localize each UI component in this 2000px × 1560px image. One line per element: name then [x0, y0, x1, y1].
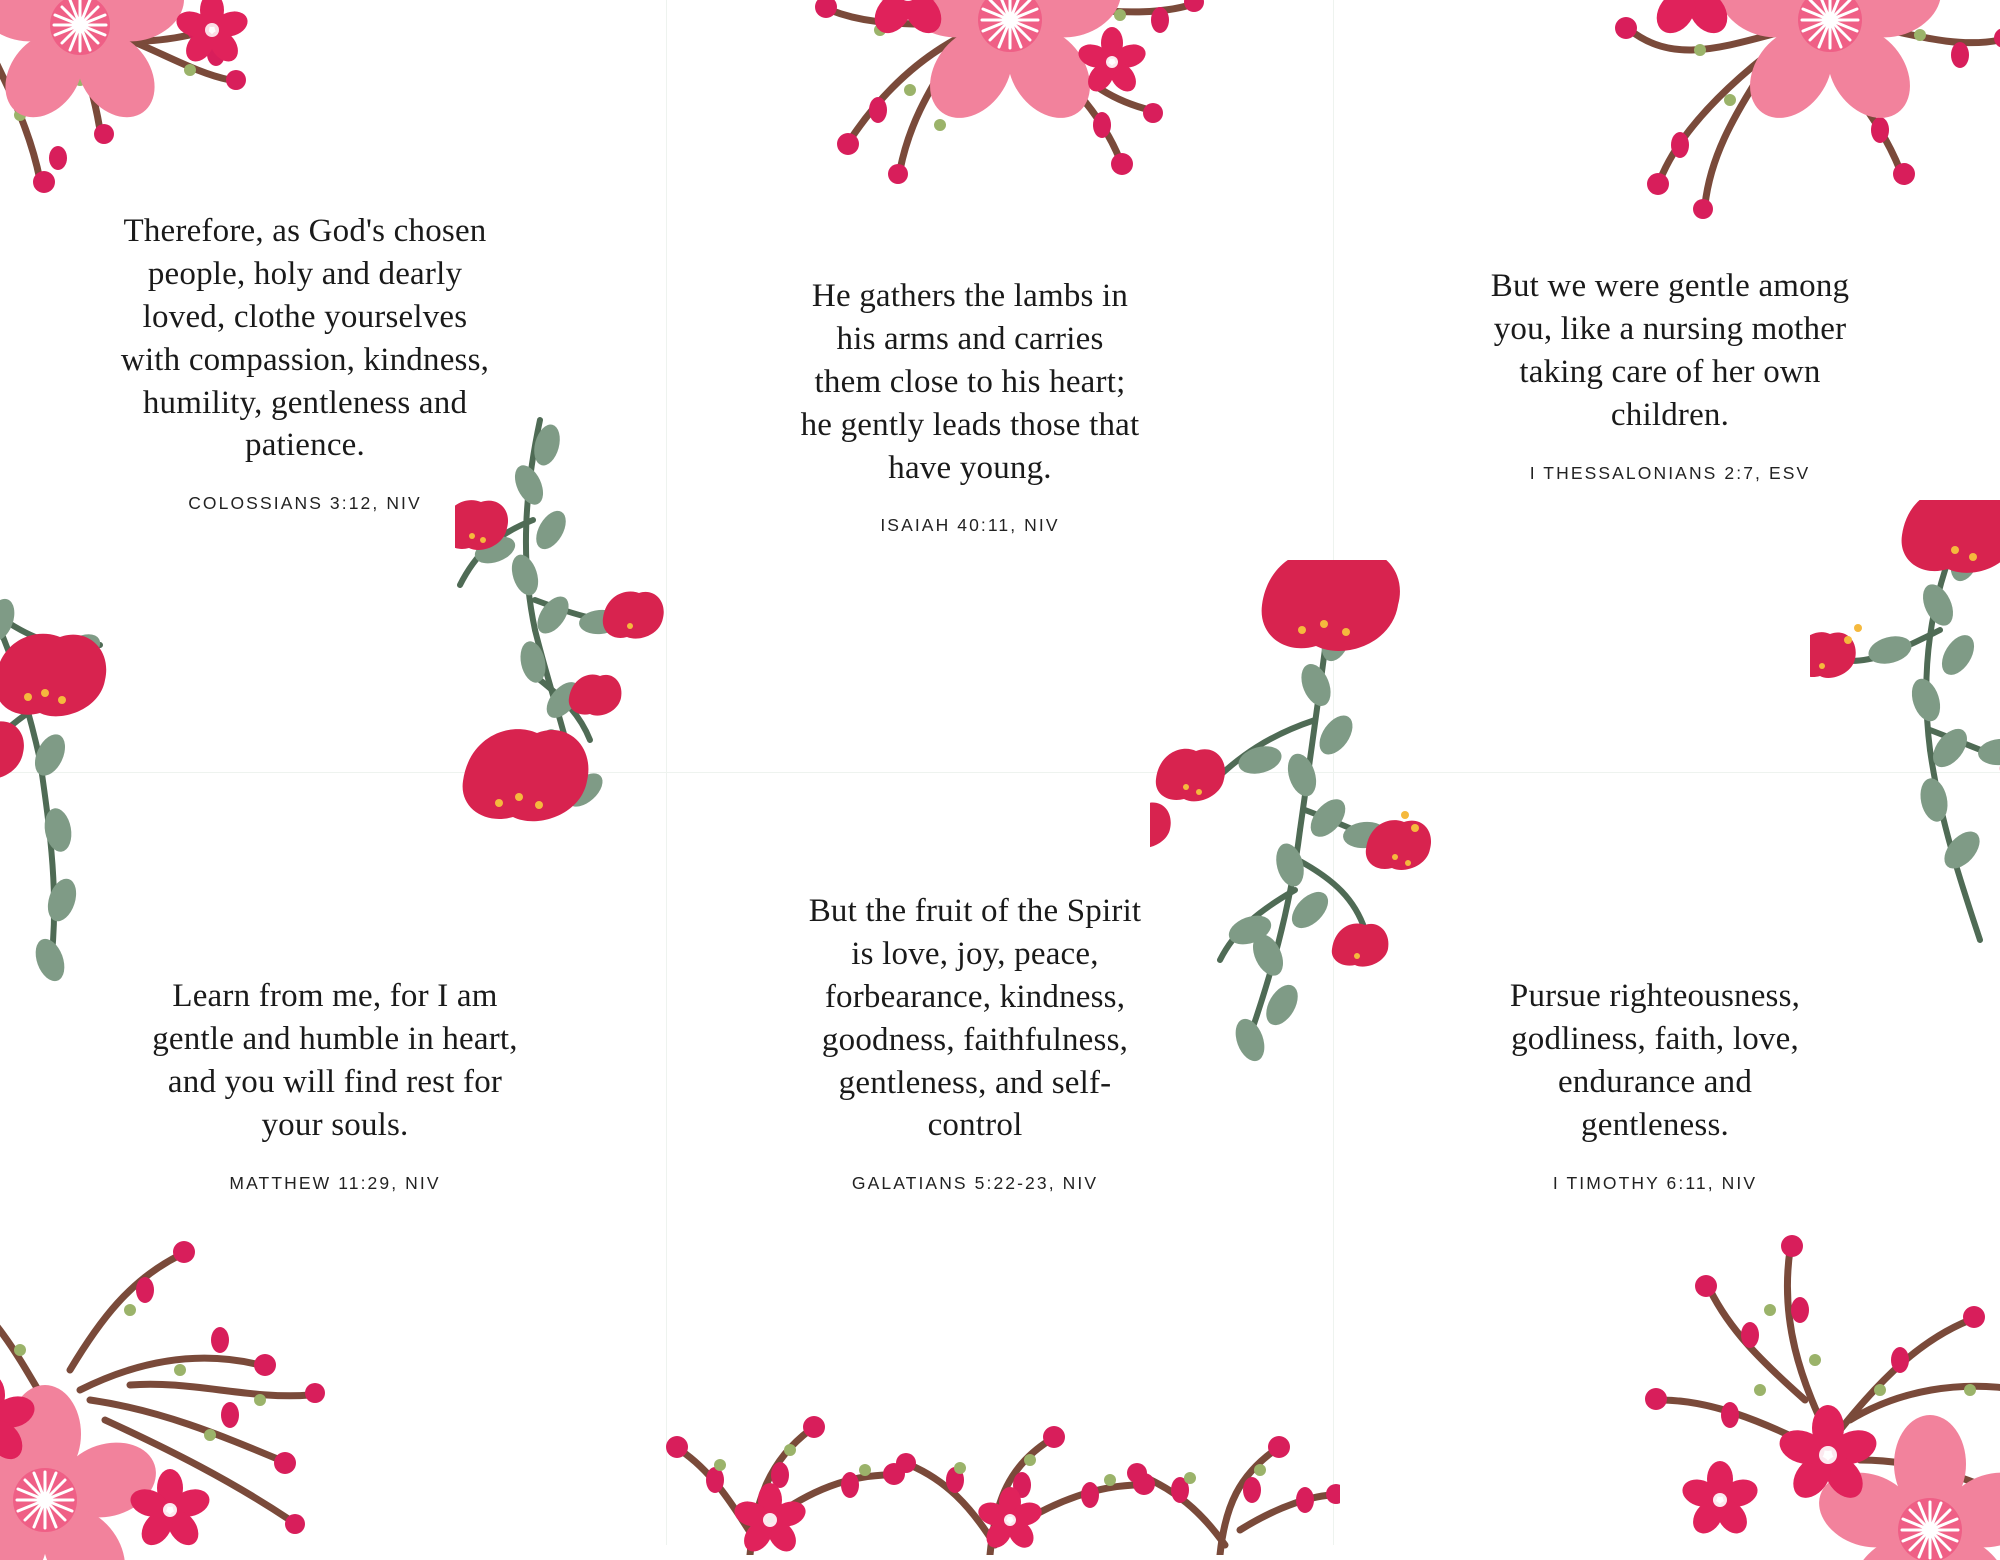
cherry-blossom-cluster-bottom-left: [0, 1160, 460, 1560]
verse-reference: GALATIANS 5:22-23, NIV: [851, 1173, 1099, 1194]
verse-card-matthew: [135, 975, 535, 1194]
verse-reference: I THESSALONIANS 2:7, ESV: [1529, 462, 1811, 483]
cherry-blossom-cluster-top-center: [760, 0, 1240, 240]
verse-card-timothy: [1480, 975, 1830, 1194]
poppy-sprig-center-right: [1150, 560, 1500, 1160]
verse-reference: I TIMOTHY 6:11, NIV: [1552, 1172, 1758, 1193]
cherry-blossom-cluster-top-right: [1480, 0, 2000, 260]
verse-card-thessalonians: [1475, 265, 1865, 484]
verse-card-galatians: [790, 890, 1160, 1194]
verse-text: Pursue righteousness, godliness, faith, love, endurance and gentleness.: [1509, 978, 1801, 1143]
verse-text: But we were gentle among you, like a nursing mother taking care of her own children.: [1490, 268, 1850, 433]
grid-guide-horizontal: [0, 772, 2000, 773]
verse-card-colossians: [100, 210, 510, 514]
verse-text: He gathers the lambs in his arms and carries them close to his heart; he gently leads those that have young.: [800, 278, 1140, 486]
verse-card-isaiah: [790, 275, 1150, 536]
verse-reference: COLOSSIANS 3:12, NIV: [188, 493, 422, 514]
poppy-sprig-middle-right: [1810, 500, 2000, 980]
verse-text: Therefore, as God's chosen people, holy and dearly loved, clothe yourselves with compassion, kindness, humility, gentleness and patience.: [120, 213, 490, 464]
poppy-sprig-middle-left: [0, 500, 180, 1020]
verse-reference: MATTHEW 11:29, NIV: [229, 1172, 441, 1193]
berry-cluster-bottom-center: [660, 1380, 1340, 1555]
verse-text: Learn from me, for I am gentle and humble in heart, and you will find rest for your souls.: [152, 978, 518, 1143]
verse-text: But the fruit of the Spirit is love, joy, peace, forbearance, kindness, goodness, faithfulness, gentleness, and self-control: [808, 893, 1142, 1144]
verse-reference: ISAIAH 40:11, NIV: [880, 515, 1060, 536]
